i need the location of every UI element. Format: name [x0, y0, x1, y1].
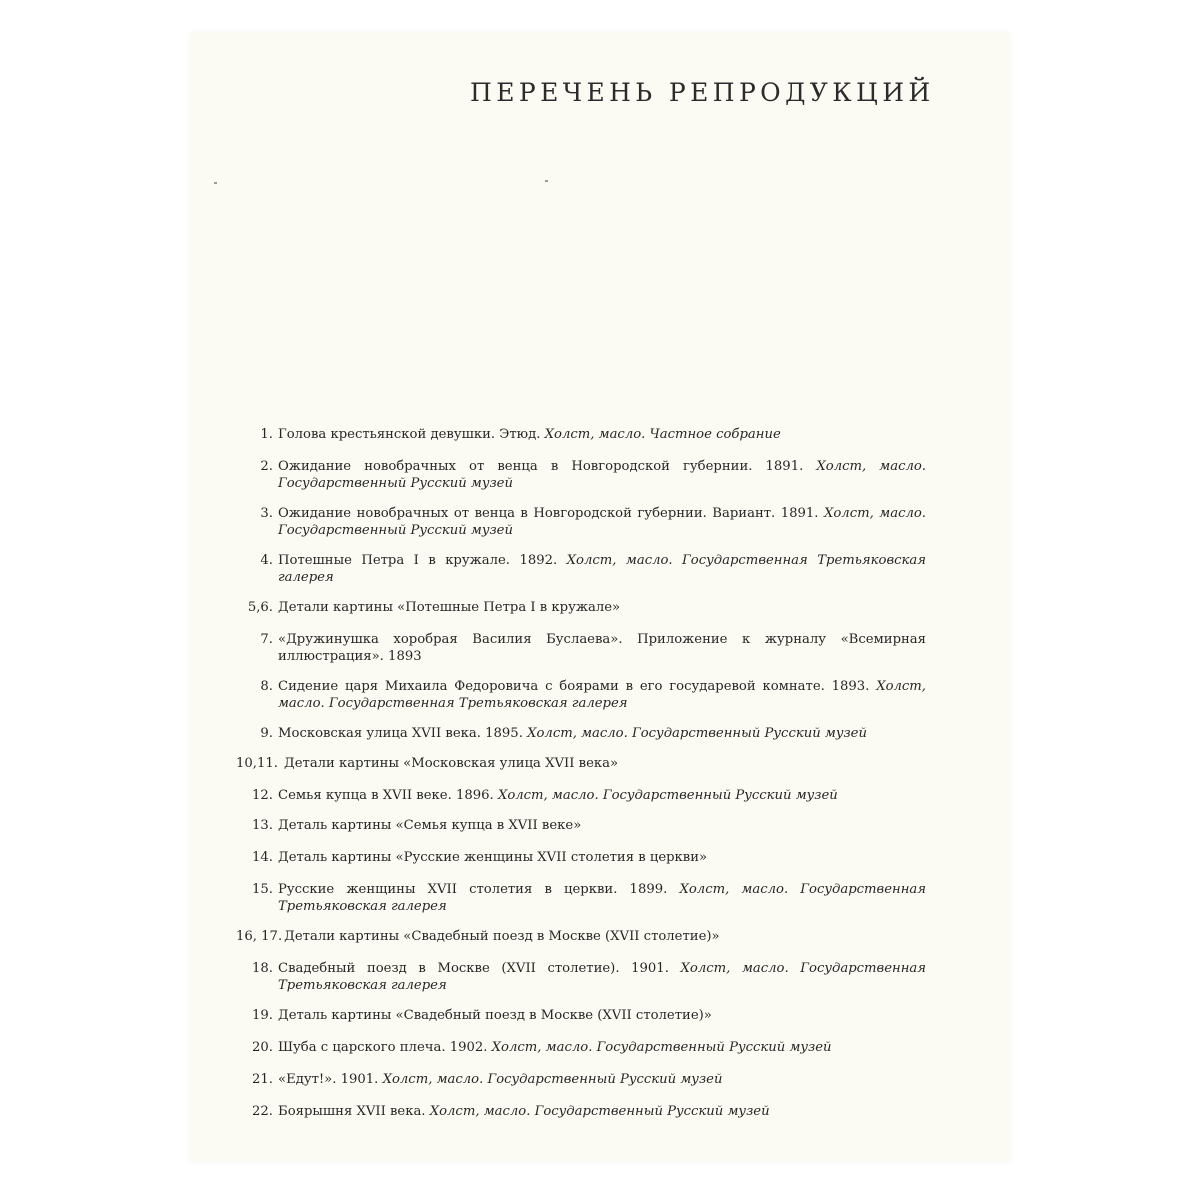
item-number: 10,11. [236, 756, 278, 771]
item-title: Русские женщины XVII столетия в церкви. 1899. [278, 882, 668, 897]
item-title: Детали картины «Потешные Петра I в кружале» [278, 600, 621, 615]
list-item [236, 1039, 926, 1056]
list-item [236, 787, 926, 804]
list-item [236, 1103, 926, 1120]
item-title: Детали картины «Московская улица XVII века» [284, 756, 619, 771]
list-item [236, 928, 926, 945]
reproductions-list [236, 426, 926, 1135]
item-medium: Холст, масло. Государственный Русский музей [382, 1072, 723, 1087]
item-title: Деталь картины «Семья купца в XVII веке» [278, 818, 582, 833]
item-title: Московская улица XVII века. 1895. [278, 726, 523, 741]
item-medium: Холст, масло. Государственная Третьяковская галерея [278, 882, 926, 914]
item-title: Шуба с царского плеча. 1902. [278, 1040, 488, 1055]
item-medium: Холст, масло. Государственная Третьяковская галерея [278, 961, 926, 993]
list-item [236, 817, 926, 834]
item-medium: Холст, масло. Частное собрание [544, 427, 781, 442]
item-title: Сидение царя Михаила Федоровича с боярами в его государевой комнате. 1893. [278, 679, 870, 694]
item-number: 4. [260, 553, 273, 568]
item-medium: Холст, масло. Государственная Третьяковская галерея [278, 679, 926, 711]
item-medium: Холст, масло. Государственная Третьяковская галерея [278, 553, 927, 585]
list-item [236, 599, 926, 616]
item-medium: Холст, масло. Государственный Русский музей [527, 726, 867, 741]
item-number: 5,6. [247, 600, 273, 615]
list-item [236, 881, 926, 915]
item-number: 8. [260, 679, 273, 694]
item-title: «Дружинушка хоробрая Василия Буслаева». Приложение к журналу «Всемирная иллюстрация». 1893 [278, 632, 926, 664]
list-item [236, 1071, 926, 1088]
item-number: 18. [252, 961, 273, 976]
item-title: Семья купца в XVII веке. 1896. [278, 788, 494, 803]
item-medium: Холст, масло. Государственный Русский музей [429, 1104, 770, 1119]
item-number: 19. [252, 1008, 273, 1023]
item-medium: Холст, масло. Государственный Русский музей [278, 459, 926, 491]
list-item [236, 1007, 926, 1024]
item-title: Боярышня XVII века. [278, 1104, 426, 1119]
paper-speck [545, 180, 548, 182]
item-medium: Холст, масло. Государственный Русский музей [278, 506, 926, 538]
item-title: Ожидание новобрачных от венца в Новгородской губернии. 1891. [278, 459, 804, 474]
item-medium: Холст, масло. Государственный Русский музей [497, 788, 838, 803]
list-item [236, 631, 926, 665]
item-number: 9. [260, 726, 273, 741]
item-title: Голова крестьянской девушки. Этюд. [278, 427, 541, 442]
list-item [236, 426, 926, 443]
list-item [236, 678, 926, 712]
item-medium: Холст, масло. Государственный Русский музей [491, 1040, 832, 1055]
list-item [236, 552, 926, 586]
item-number: 14. [252, 850, 273, 865]
item-number: 16, 17. [236, 929, 283, 944]
item-number: 1. [260, 427, 273, 442]
item-number: 15. [252, 882, 273, 897]
item-title: Ожидание новобрачных от венца в Новгородской губернии. Вариант. 1891. [278, 506, 819, 521]
item-title: Детали картины «Свадебный поезд в Москве (XVII столетие)» [284, 929, 720, 944]
list-item [236, 505, 926, 539]
list-item [236, 849, 926, 866]
item-title: Свадебный поезд в Москве (XVII столетие). 1901. [278, 961, 669, 976]
item-number: 21. [252, 1072, 273, 1087]
item-number: 7. [260, 632, 273, 647]
item-title: Потешные Петра I в кружале. 1892. [278, 553, 558, 568]
item-number: 3. [260, 506, 273, 521]
list-item [236, 960, 926, 994]
item-title: Деталь картины «Свадебный поезд в Москве (XVII столетие)» [278, 1008, 712, 1023]
item-number: 12. [252, 788, 273, 803]
list-item [236, 755, 926, 772]
page-title: ПЕРЕЧЕНЬ РЕПРОДУКЦИЙ [470, 78, 935, 107]
paper-speck [214, 182, 217, 184]
list-item [236, 458, 926, 492]
item-number: 20. [252, 1040, 273, 1055]
item-title: «Едут!». 1901. [278, 1072, 379, 1087]
item-title: Деталь картины «Русские женщины XVII столетия в церкви» [278, 850, 708, 865]
item-number: 13. [252, 818, 273, 833]
item-number: 22. [252, 1104, 273, 1119]
item-number: 2. [260, 459, 273, 474]
list-item [236, 725, 926, 742]
